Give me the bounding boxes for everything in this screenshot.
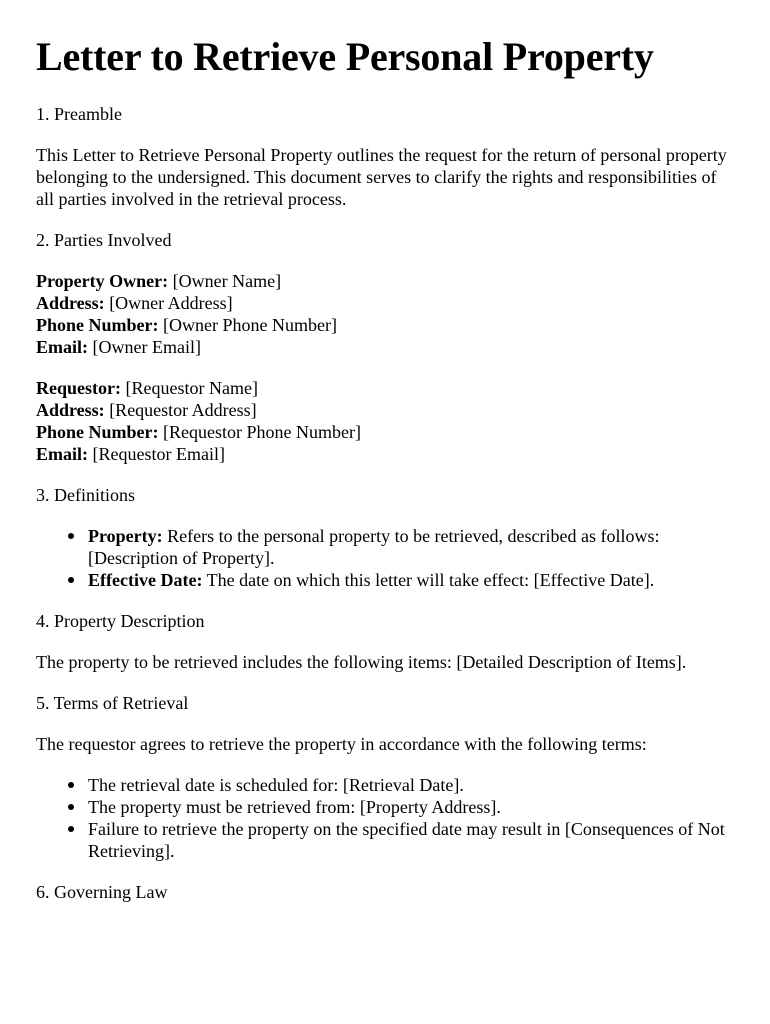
requestor-address-label: Address:	[36, 400, 105, 420]
requestor-block	[36, 377, 730, 465]
terms-list	[36, 774, 730, 862]
list-item: The retrieval date is scheduled for: [Retrieval Date].	[88, 774, 730, 796]
terms-text: The requestor agrees to retrieve the property in accordance with the following terms:	[36, 734, 647, 754]
requestor-name-label: Requestor:	[36, 378, 121, 398]
section-heading-law: 6. Governing Law	[36, 882, 168, 902]
owner-email-label: Email:	[36, 337, 88, 357]
owner-address-line	[36, 292, 730, 314]
owner-phone-line	[36, 314, 730, 336]
document-title: Letter to Retrieve Personal Property	[36, 34, 654, 79]
owner-phone-label: Phone Number:	[36, 315, 159, 335]
owner-email-line	[36, 336, 730, 358]
section-heading-terms: 5. Terms of Retrieval	[36, 693, 189, 713]
description-text: The property to be retrieved includes the following items: [Detailed Description of Items].	[36, 652, 687, 672]
definition-term: Effective Date:	[88, 570, 203, 590]
requestor-address-line	[36, 399, 730, 421]
requestor-email-label: Email:	[36, 444, 88, 464]
definition-text: Refers to the personal property to be retrieved, described as follows: [Description of Property].	[88, 526, 660, 568]
owner-email-value: [Owner Email]	[88, 337, 201, 357]
requestor-name-value: [Requestor Name]	[120, 378, 258, 398]
definition-term: Property:	[88, 526, 163, 546]
definitions-list	[36, 525, 730, 591]
owner-name-value: [Owner Name]	[168, 271, 282, 291]
section-heading-preamble: 1. Preamble	[36, 104, 122, 124]
section-heading-definitions: 3. Definitions	[36, 485, 135, 505]
owner-name-line	[36, 270, 730, 292]
owner-phone-value: [Owner Phone Number]	[158, 315, 337, 335]
definition-text: The date on which this letter will take effect: [Effective Date].	[202, 570, 655, 590]
requestor-address-value: [Requestor Address]	[104, 400, 257, 420]
requestor-phone-value: [Requestor Phone Number]	[158, 422, 361, 442]
owner-address-label: Address:	[36, 293, 105, 313]
preamble-text: This Letter to Retrieve Personal Property outlines the request for the return of personal property belonging to the undersigned. This document serves to clarify the rights and responsibilities of all parties involved in the retrieval process.	[36, 145, 727, 209]
requestor-phone-line	[36, 421, 730, 443]
list-item	[88, 525, 730, 569]
list-item	[88, 569, 730, 591]
requestor-email-value: [Requestor Email]	[88, 444, 225, 464]
owner-block	[36, 270, 730, 358]
section-heading-description: 4. Property Description	[36, 611, 205, 631]
owner-address-value: [Owner Address]	[104, 293, 233, 313]
requestor-phone-label: Phone Number:	[36, 422, 159, 442]
owner-name-label: Property Owner:	[36, 271, 169, 291]
list-item: Failure to retrieve the property on the specified date may result in [Consequences of Not Retrieving].	[88, 818, 730, 862]
requestor-email-line	[36, 443, 730, 465]
list-item: The property must be retrieved from: [Property Address].	[88, 796, 730, 818]
requestor-name-line	[36, 377, 730, 399]
section-heading-parties: 2. Parties Involved	[36, 230, 172, 250]
